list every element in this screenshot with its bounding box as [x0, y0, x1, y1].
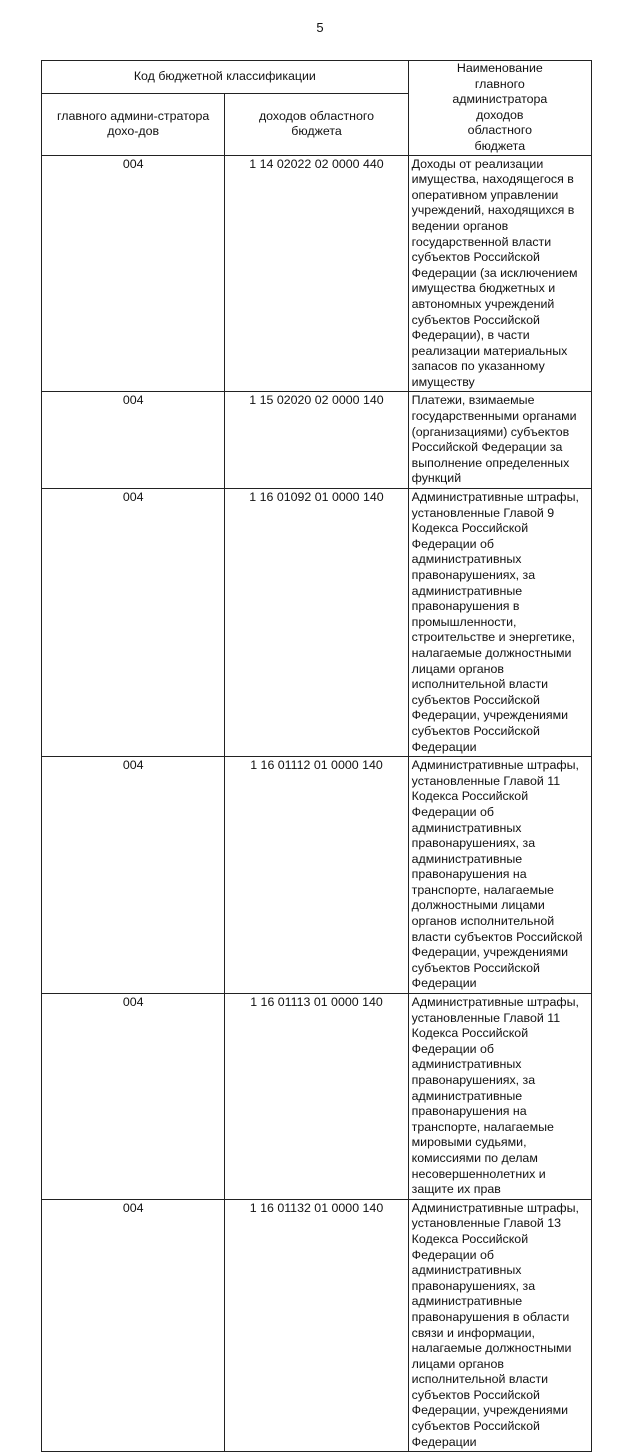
table-row [42, 155, 592, 392]
row-admin-code: 004 [42, 1199, 225, 1452]
row-income-code: 1 15 02020 02 0000 140 [225, 392, 408, 489]
header-admin-code [42, 94, 225, 155]
header-administrator-name: Наименование главного администратора доходов областного бюджета [408, 61, 591, 156]
row-income-code: 1 16 01092 01 0000 140 [225, 489, 408, 757]
row-admin-code: 004 [42, 757, 225, 994]
row-admin-code: 004 [42, 392, 225, 489]
table-row [42, 994, 592, 1200]
table-row [42, 1199, 592, 1452]
budget-classification-table [41, 60, 592, 1452]
header-income-code-label: доходов областного бюджета [258, 108, 375, 139]
row-admin-code: 004 [42, 994, 225, 1200]
page-number: 5 [316, 20, 324, 35]
row-income-code: 1 16 01132 01 0000 140 [225, 1199, 408, 1452]
row-income-code: 1 16 01113 01 0000 140 [225, 994, 408, 1200]
row-income-name: Платежи, взимаемые государственными органами (организациями) субъектов Российской Федерации за выполнение определенных функций [408, 392, 591, 489]
row-income-name: Административные штрафы, установленные Главой 9 Кодекса Российской Федерации об административных правонарушениях, за административные правонарушения в промышленности, строительстве и энергетике, налагаемые должностными лицами органов исполнительной власти субъектов Российской Федерации, учреждениями субъектов Российской Федерации [408, 489, 591, 757]
row-admin-code: 004 [42, 489, 225, 757]
row-income-name: Доходы от реализации имущества, находящегося в оперативном управлении учреждений, находящихся в ведении органов государственной власти субъектов Российской Федерации (за исключением имущества бюджетных и автономных учреждений субъектов Российской Федерации), в части реализации материальных запасов по указанному имуществу [408, 155, 591, 392]
table-row [42, 489, 592, 757]
row-income-name: Административные штрафы, установленные Главой 13 Кодекса Российской Федерации об административных правонарушениях, за административные правонарушения в области связи и информации, налагаемые должностными лицами органов исполнительной власти субъектов Российской Федерации, учреждениями субъектов Российской Федерации [408, 1199, 591, 1452]
table-row [42, 392, 592, 489]
header-budget-code: Код бюджетной классификации [42, 61, 409, 94]
row-income-name: Административные штрафы, установленные Главой 11 Кодекса Российской Федерации об административных правонарушениях, за административные правонарушения на транспорте, налагаемые мировыми судьями, комиссиями по делам несовершеннолетних и защите их прав [408, 994, 591, 1200]
header-admin-code-label: главного админи-стратора дохо-дов [57, 109, 210, 139]
row-income-code: 1 16 01112 01 0000 140 [225, 757, 408, 994]
row-income-code: 1 14 02022 02 0000 440 [225, 155, 408, 392]
table-row [42, 757, 592, 994]
row-income-name: Административные штрафы, установленные Главой 11 Кодекса Российской Федерации об административных правонарушениях, за административные правонарушения на транспорте, налагаемые должностными лицами органов исполнительной власти субъектов Российской Федерации, учреждениями субъектов Российской Федерации [408, 757, 591, 994]
header-income-code [225, 94, 408, 155]
row-admin-code: 004 [42, 155, 225, 392]
